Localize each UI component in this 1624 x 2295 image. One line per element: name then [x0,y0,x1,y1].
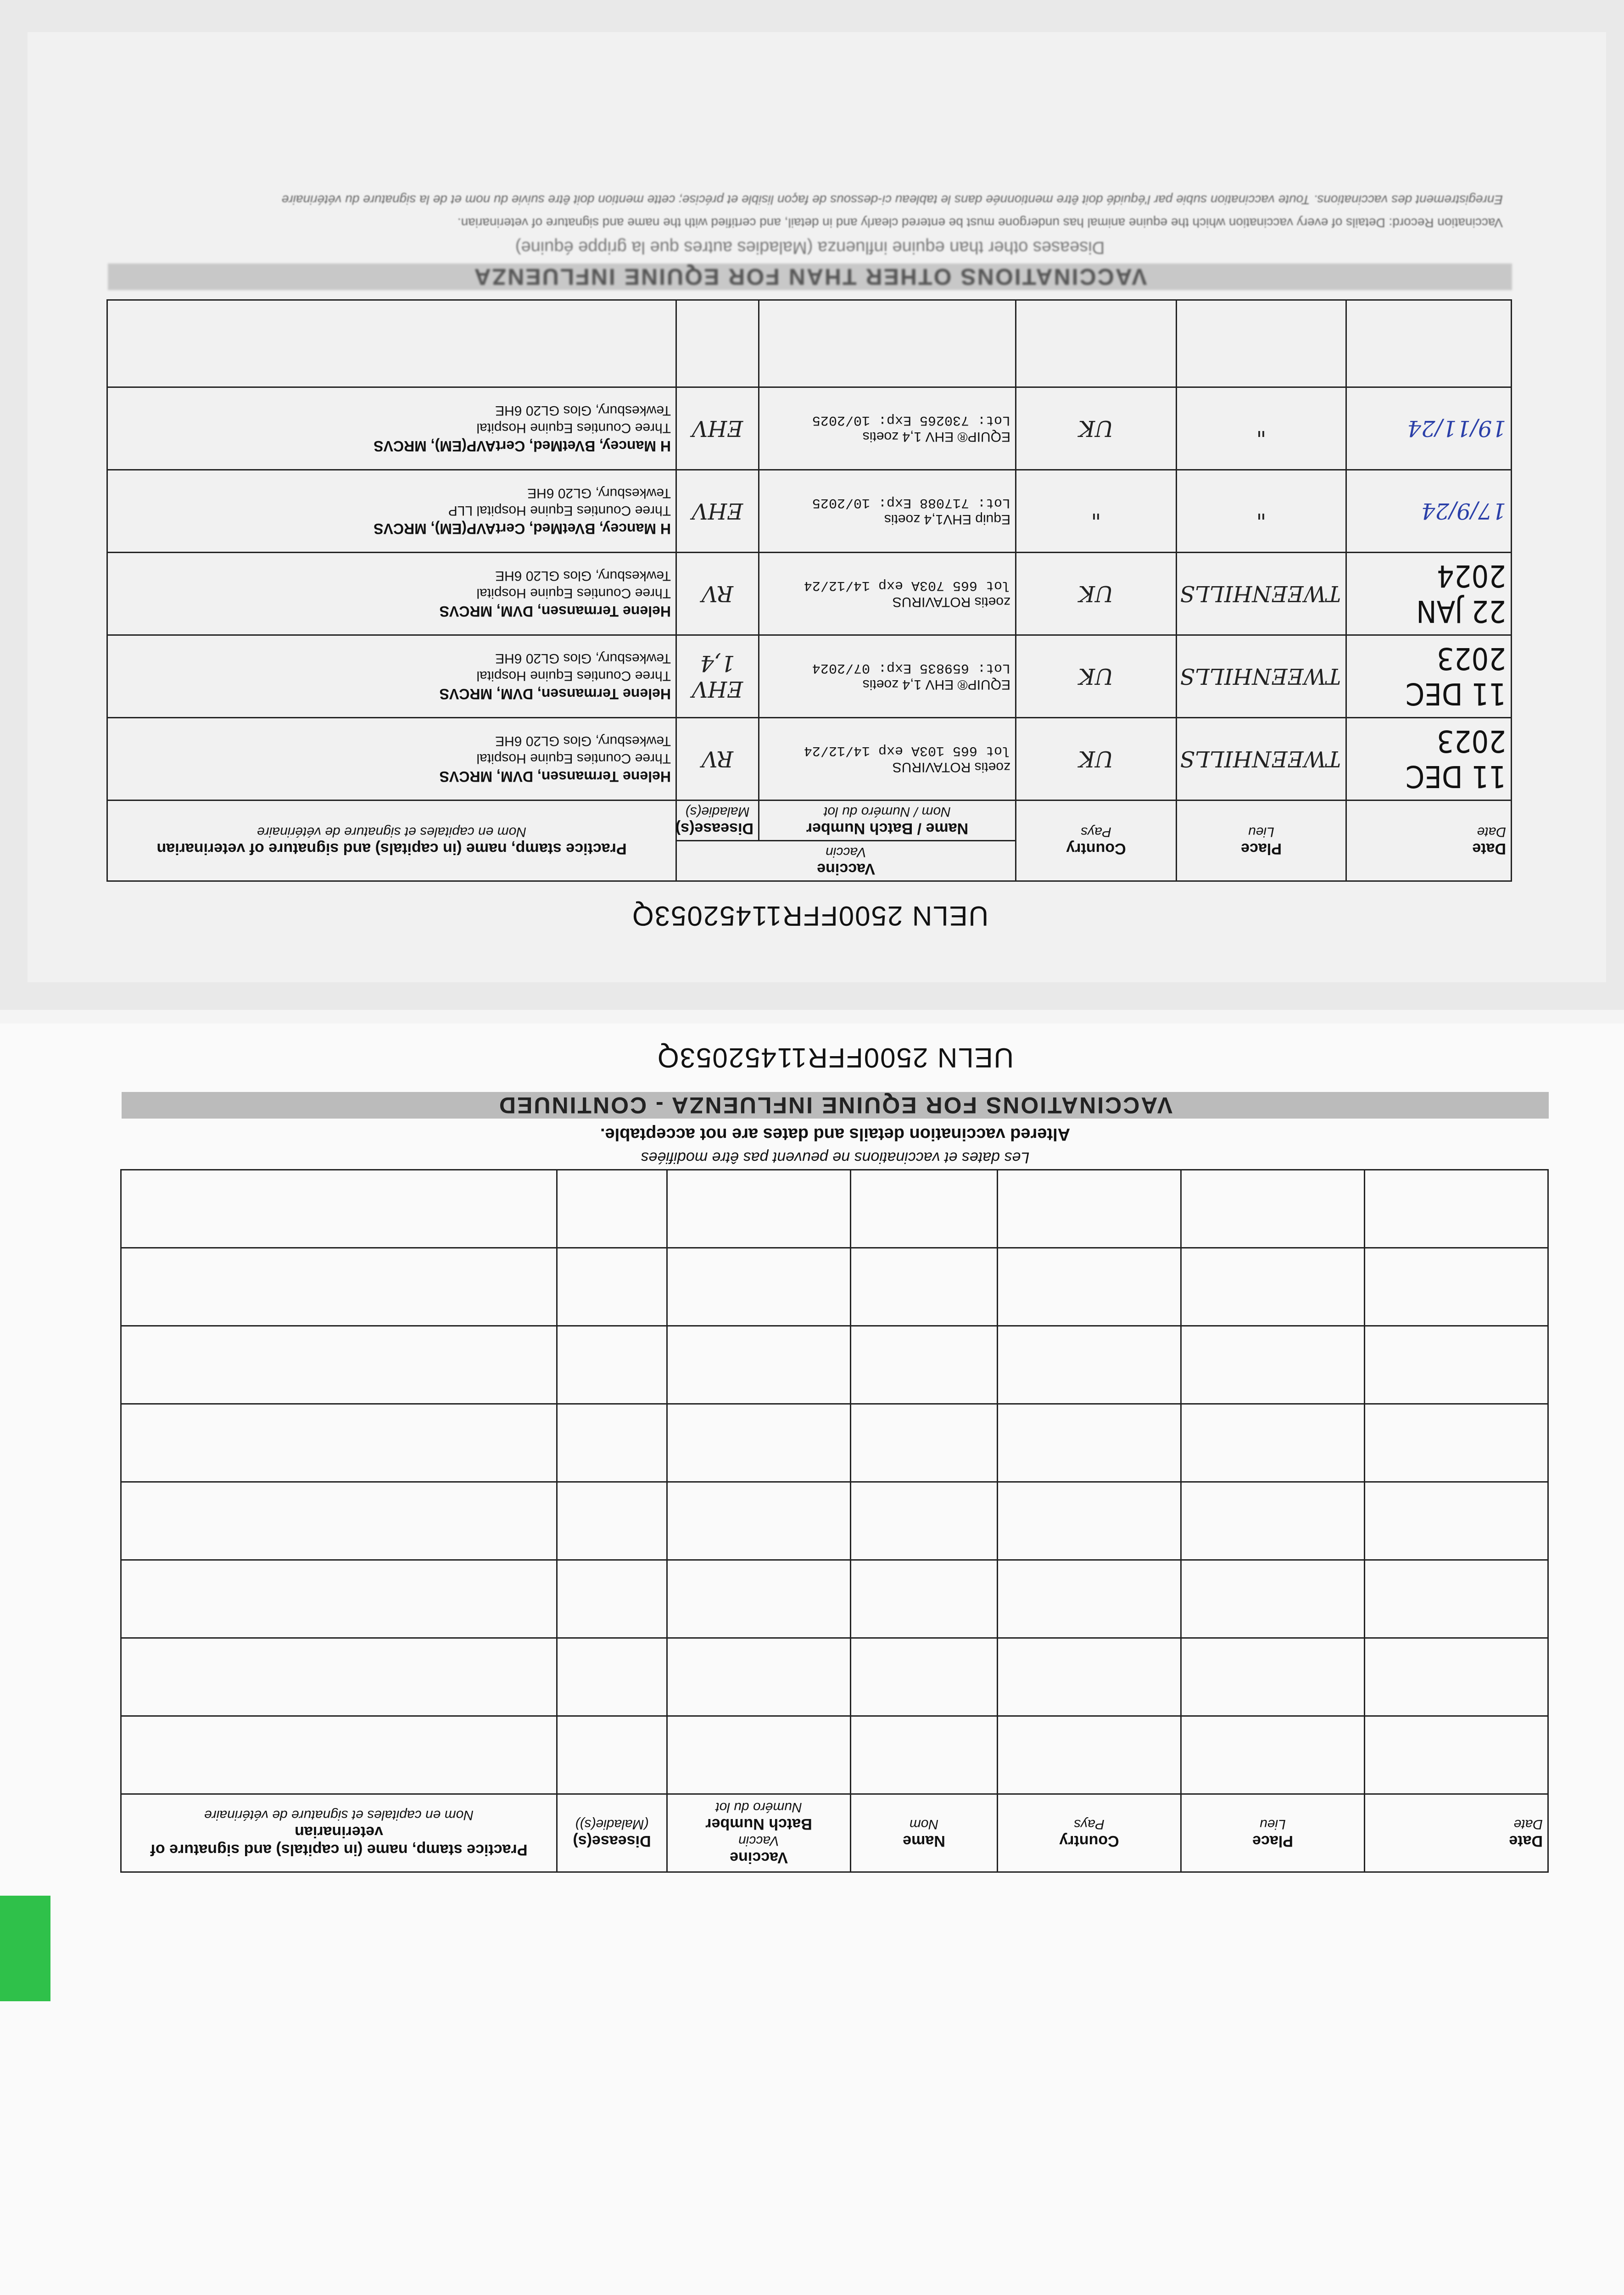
empty-cell[interactable] [1181,1638,1365,1716]
empty-cell[interactable] [998,1326,1181,1404]
cell-country: UK [1016,635,1177,718]
cell-vaccine-name: Equip EHV1,4 zoetis Lot: 717088 Exp: 10/2025 [759,470,1016,553]
empty-cell[interactable] [1365,1248,1548,1326]
empty-cell[interactable] [998,1248,1181,1326]
empty-cell[interactable] [851,1248,998,1326]
empty-cell[interactable] [851,1638,998,1716]
table-row [107,300,1512,387]
cell-stamp: Helene Termansen, DVM, MRCVS Three Counties Equine Hospital Tewkesbury, Glos GL20 6HE [107,553,676,635]
cell-vaccine-name: zoetis ROTAVIRUS lot 665 103A exp 14/12/24 [759,718,1016,800]
table-row [121,1560,1548,1638]
empty-cell[interactable] [557,1482,667,1560]
empty-cell[interactable] [851,1170,998,1248]
cell-date: 19/11/24 [1346,387,1512,470]
cell-date: 11 DEC 2023 [1346,635,1512,718]
cell-disease: RV [676,553,759,635]
empty-cell[interactable] [667,1404,851,1482]
header-diseases: Disease(s) Maladie(s) [676,800,759,841]
table-row [121,1170,1548,1248]
empty-cell[interactable] [1365,1482,1548,1560]
cell-date: 11 DEC 2023 [1346,718,1512,800]
cell-country: UK [1016,387,1177,470]
table-row [107,718,1512,800]
cell-place: " [1177,387,1346,470]
lower-vaccination-record [122,1042,1549,1873]
altered-note-english: Altered vaccination details and dates are not acceptable. [600,1125,1071,1144]
empty-cell[interactable] [121,1560,557,1638]
empty-cell[interactable] [851,1716,998,1794]
cell-place: TWEENHILLS [1177,553,1346,635]
empty-cell[interactable] [998,1404,1181,1482]
ueln-number: UELN 2500FFR11452053Q [631,901,988,931]
empty-cell[interactable] [121,1248,557,1326]
empty-cell[interactable] [851,1326,998,1404]
green-tab-marker [0,1896,50,2001]
other-vaccinations-table [106,299,1512,882]
instructions-french: Enregistrement des vaccinations. Toute vaccination subie par l'équidé doit être mentionnée dans le tableau ci-dessous de façon lisible et précise; cette mention doit être suivie du nom et de la signature du vétérinaire [281,193,1503,207]
empty-cell[interactable] [557,1638,667,1716]
cell-disease [676,300,759,387]
table-row [121,1404,1548,1482]
empty-cell[interactable] [1181,1404,1365,1482]
cell-country [1016,300,1177,387]
header-stamp: Practice stamp, name (in capitals) and signature of veterinarian Nom en capitales et signature de vétérinaire [107,800,676,881]
empty-cell[interactable] [557,1170,667,1248]
empty-cell[interactable] [1365,1716,1548,1794]
table-row [121,1326,1548,1404]
cell-place: TWEENHILLS [1177,718,1346,800]
table-row [107,635,1512,718]
empty-cell[interactable] [1365,1404,1548,1482]
upper-vaccination-record [108,106,1512,932]
cell-country: UK [1016,718,1177,800]
cell-disease: EHV [676,470,759,553]
empty-cell[interactable] [1181,1716,1365,1794]
empty-cell[interactable] [1365,1170,1548,1248]
altered-note-french: Les dates et vaccinations ne peuvent pas être modifiées [641,1149,1030,1166]
empty-cell[interactable] [851,1560,998,1638]
empty-cell[interactable] [121,1404,557,1482]
empty-cell[interactable] [121,1326,557,1404]
header-country: Country Pays [1016,800,1177,881]
empty-cell[interactable] [557,1326,667,1404]
cell-disease: RV [676,718,759,800]
empty-cell[interactable] [851,1404,998,1482]
empty-cell[interactable] [557,1248,667,1326]
table-row [121,1482,1548,1560]
empty-cell[interactable] [998,1482,1181,1560]
header-name: Name Nom [851,1794,998,1872]
cell-stamp: H Mancey, BVetMed, CertAVP(EM), MRCVS Three Counties Equine Hospital Tewkesbury, Glos GL20 6HE [107,387,676,470]
cell-vaccine-name: EQUIP® EHV 1,4 zoetis Lot: 659835 Exp: 07/2024 [759,635,1016,718]
header-batch: Vaccine Vaccin Batch Number Numéro du lot [667,1794,851,1872]
header-place: Place Lieu [1181,1794,1365,1872]
empty-cell[interactable] [667,1170,851,1248]
empty-cell[interactable] [121,1716,557,1794]
table-header-row [107,841,1512,881]
empty-cell[interactable] [1181,1170,1365,1248]
empty-cell[interactable] [557,1716,667,1794]
ueln-number-lower: UELN 2500FFR11452053Q [657,1042,1014,1073]
empty-cell[interactable] [1181,1326,1365,1404]
table-header-row [121,1794,1548,1872]
table-row [121,1248,1548,1326]
empty-cell[interactable] [1365,1638,1548,1716]
cell-place: TWEENHILLS [1177,635,1346,718]
cell-stamp: H Mancey, BVetMed, CertAVP(EM), MRCVS Three Counties Equine Hospital LLP Tewkesbury, GL20 6HE [107,470,676,553]
empty-cell[interactable] [998,1170,1181,1248]
empty-cell[interactable] [667,1638,851,1716]
empty-cell[interactable] [1365,1560,1548,1638]
empty-cell[interactable] [998,1560,1181,1638]
cell-vaccine-name [759,300,1016,387]
empty-cell[interactable] [121,1170,557,1248]
empty-cell[interactable] [1181,1248,1365,1326]
empty-cell[interactable] [667,1326,851,1404]
empty-cell[interactable] [667,1560,851,1638]
cell-country: " [1016,470,1177,553]
influenza-vaccinations-table [120,1169,1549,1873]
empty-cell[interactable] [121,1482,557,1560]
cell-stamp: Helene Termansen, DVM, MRCVS Three Counties Equine Hospital Tewkesbury, Glos GL20 6HE [107,718,676,800]
cell-stamp: Helene Termansen, DVM, MRCVS Three Counties Equine Hospital Tewkesbury, Glos GL20 6HE [107,635,676,718]
empty-cell[interactable] [1181,1482,1365,1560]
table-row [107,387,1512,470]
cell-place [1177,300,1346,387]
header-country: Country Pays [998,1794,1181,1872]
cell-date: 22 JAN 2024 [1346,553,1512,635]
cell-disease: EHV 1,4 [676,635,759,718]
empty-cell[interactable] [998,1716,1181,1794]
cell-date: 17/9/24 [1346,470,1512,553]
cell-place: " [1177,470,1346,553]
empty-cell[interactable] [998,1638,1181,1716]
empty-cell[interactable] [557,1560,667,1638]
header-date: Date Date [1346,800,1512,881]
header-date: Date Date [1365,1794,1548,1872]
empty-cell[interactable] [667,1716,851,1794]
upper-subheading: Diseases other than equine influenza (Maladies autres que la grippe équine) [515,238,1105,257]
header-diseases: Disease(s) (Maladie(s)) [557,1794,667,1872]
cell-vaccine-name: zoetis ROTAVIRUS lot 665 703A exp 14/12/24 [759,553,1016,635]
cell-country: UK [1016,553,1177,635]
lower-banner: VACCINATIONS FOR EQUINE INFLUENZA - CONTINUED [122,1092,1549,1119]
table-row [121,1638,1548,1716]
table-row [107,553,1512,635]
empty-cell[interactable] [667,1248,851,1326]
empty-cell[interactable] [851,1482,998,1560]
header-place: Place Lieu [1177,800,1346,881]
empty-cell[interactable] [1365,1326,1548,1404]
cell-date [1346,300,1512,387]
cell-disease: EHV [676,387,759,470]
header-vaccine: Vaccine Vaccin [676,841,1016,881]
cell-stamp [107,300,676,387]
upper-banner: VACCINATIONS OTHER THAN FOR EQUINE INFLUENZA [108,263,1512,290]
empty-cell[interactable] [667,1482,851,1560]
header-stamp: Practice stamp, name (in capitals) and signature of veterinarian Nom en capitales et signature de vétérinaire [121,1794,557,1872]
header-name-batch: Name / Batch Number Nom / Numéro du lot [759,800,1016,841]
table-row [121,1716,1548,1794]
instructions-english: Vaccination Record: Details of every vaccination which the equine animal has undergone must be entered clearly and in detail, and certified with the name and signature of veterinarian. [457,216,1503,230]
empty-cell[interactable] [1181,1560,1365,1638]
table-row [107,470,1512,553]
empty-cell[interactable] [121,1638,557,1716]
empty-cell[interactable] [557,1404,667,1482]
cell-vaccine-name: EQUIP® EHV 1,4 zoetis Lot: 730265 Exp: 10/2025 [759,387,1016,470]
